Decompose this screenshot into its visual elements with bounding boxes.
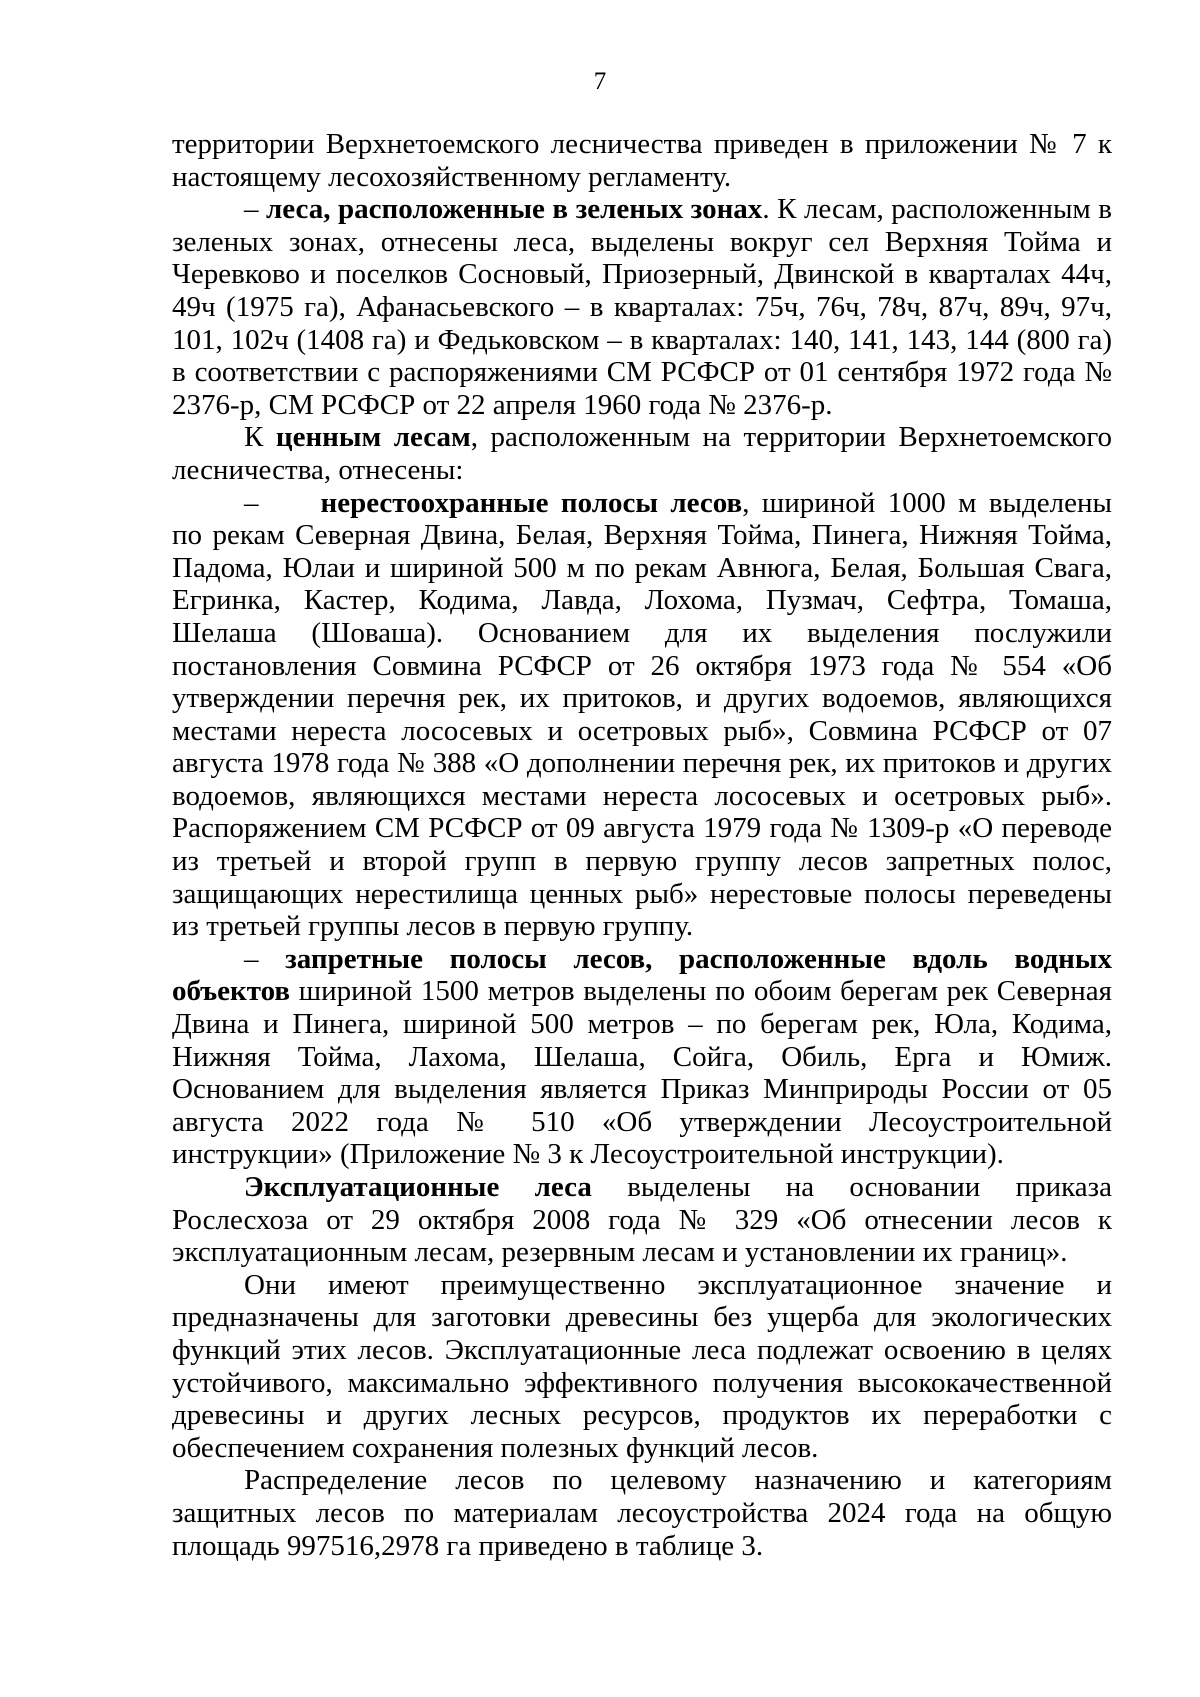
paragraph-text: К bbox=[244, 421, 276, 454]
bold-term-spawning-strips: нерестоохранные полосы лесов bbox=[320, 486, 743, 519]
bold-term-green-zones: леса, расположенные в зеленых зонах bbox=[266, 193, 763, 226]
paragraph-distribution: Распределение лесов по целевому назначению и категориям защитных лесов по материалам лесоустройства 2024 года на общую площадь 997516,2978 га приведено в таблице 3. bbox=[172, 1464, 1112, 1562]
paragraph-text: , шириной 1000 м выделены по рекам Северная Двина, Белая, Верхняя Тойма, Пинега, Нижняя Тойма, Падома, Юлаи и шириной 500 м по рекам Авнюга, Белая, Большая Свага, Егринка, Кастер, Кодима, Лавда, Лохома, Пузмач, Сефтра, Томаша, Шелаша (Шоваша). Основанием для их выделения послужили постановления Совмина РСФСР от 26 октября 1973 года № 554 «Об утверждении перечня рек, их притоков, и других водоемов, являющихся местами нереста лососевых и осетровых рыб», Совмина РСФСР от 07 августа 1978 года № 388 «О дополнении перечня рек, их притоков и других водоемов, являющихся местами нереста лососевых и осетровых рыб». Распоряжением СМ РСФСР от 09 августа 1979 года № 1309-р «О переводе из третьей и второй групп в первую группу лесов запретных полос, защищающих нерестилища ценных рыб» нерестовые полосы переведены из третьей группы лесов в первую группу. bbox=[172, 486, 1112, 943]
list-dash: – bbox=[244, 486, 259, 519]
list-dash: – bbox=[244, 942, 259, 975]
list-dash: – bbox=[244, 193, 259, 226]
paragraph-text: . К лесам, расположенным в зеленых зонах, отнесены леса, выделены вокруг сел Верхняя Тойма и Черевково и поселков Сосновый, Приозерный, Двинской в кварталах 44ч, 49ч (1975 га), Афанасьевского – в кварталах: 75ч, 76ч, 78ч, 87ч, 89ч, 97ч, 101, 102ч (1408 га) и Федьковском – в кварталах: 140, 141, 143, 144 (800 га) в соответствии с распоряжениями СМ РСФСР от 01 сентября 1972 года № 2376-р, СМ РСФСР от 22 апреля 1960 года № 2376-р. bbox=[172, 193, 1112, 421]
paragraph-continuation: территории Верхнетоемского лесничества приведен в приложении № 7 к настоящему лесохозяйственному регламенту. bbox=[172, 128, 1112, 193]
document-body bbox=[172, 128, 1112, 1562]
paragraph-spawning-strips bbox=[172, 487, 1112, 943]
bold-term-prohibited-strips: запретные полосы лесов, расположенные вдоль водных объектов bbox=[172, 942, 1113, 1008]
paragraph-valuable-forests bbox=[172, 421, 1112, 486]
bold-term-exploitation-forests: Эксплуатационные леса bbox=[244, 1171, 592, 1203]
paragraph-text: , расположенным на территории Верхнетоемского лесничества, отнесены: bbox=[172, 421, 1113, 486]
paragraph-exploitation-purpose: Они имеют преимущественно эксплуатационное значение и предназначены для заготовки древесины без ущерба для экологических функций этих лесов. Эксплуатационные леса подлежат освоению в целях устойчивого, максимально эффективного получения высококачественной древесины и других лесных ресурсов, продуктов их переработки с обеспечением сохранения полезных функций лесов. bbox=[172, 1268, 1112, 1464]
paragraph-text: выделены на основании приказа Рослесхоза от 29 октября 2008 года № 329 «Об отнесении лесов к эксплуатационным лесам, резервным лесам и установлении их границ». bbox=[172, 1171, 1112, 1269]
bold-term-valuable-forests: ценным лесам bbox=[275, 421, 471, 454]
page-number: 7 bbox=[593, 68, 607, 95]
paragraph-prohibited-strips bbox=[172, 943, 1112, 1171]
paragraph-exploitation-forests bbox=[172, 1171, 1112, 1269]
paragraph-text: шириной 1500 метров выделены по обоим берегам рек Северная Двина и Пинега, шириной 500 метров – по берегам рек, Юла, Кодима, Нижняя Тойма, Лахома, Шелаша, Сойга, Обиль, Ерга и Юмиж. Основанием для выделения является Приказ Минприроды России от 05 августа 2022 года № 510 «Об утверждении Лесоустроительной инструкции» (Приложение № 3 к Лесоустроительной инструкции). bbox=[172, 975, 1112, 1171]
paragraph-green-zones bbox=[172, 193, 1112, 421]
